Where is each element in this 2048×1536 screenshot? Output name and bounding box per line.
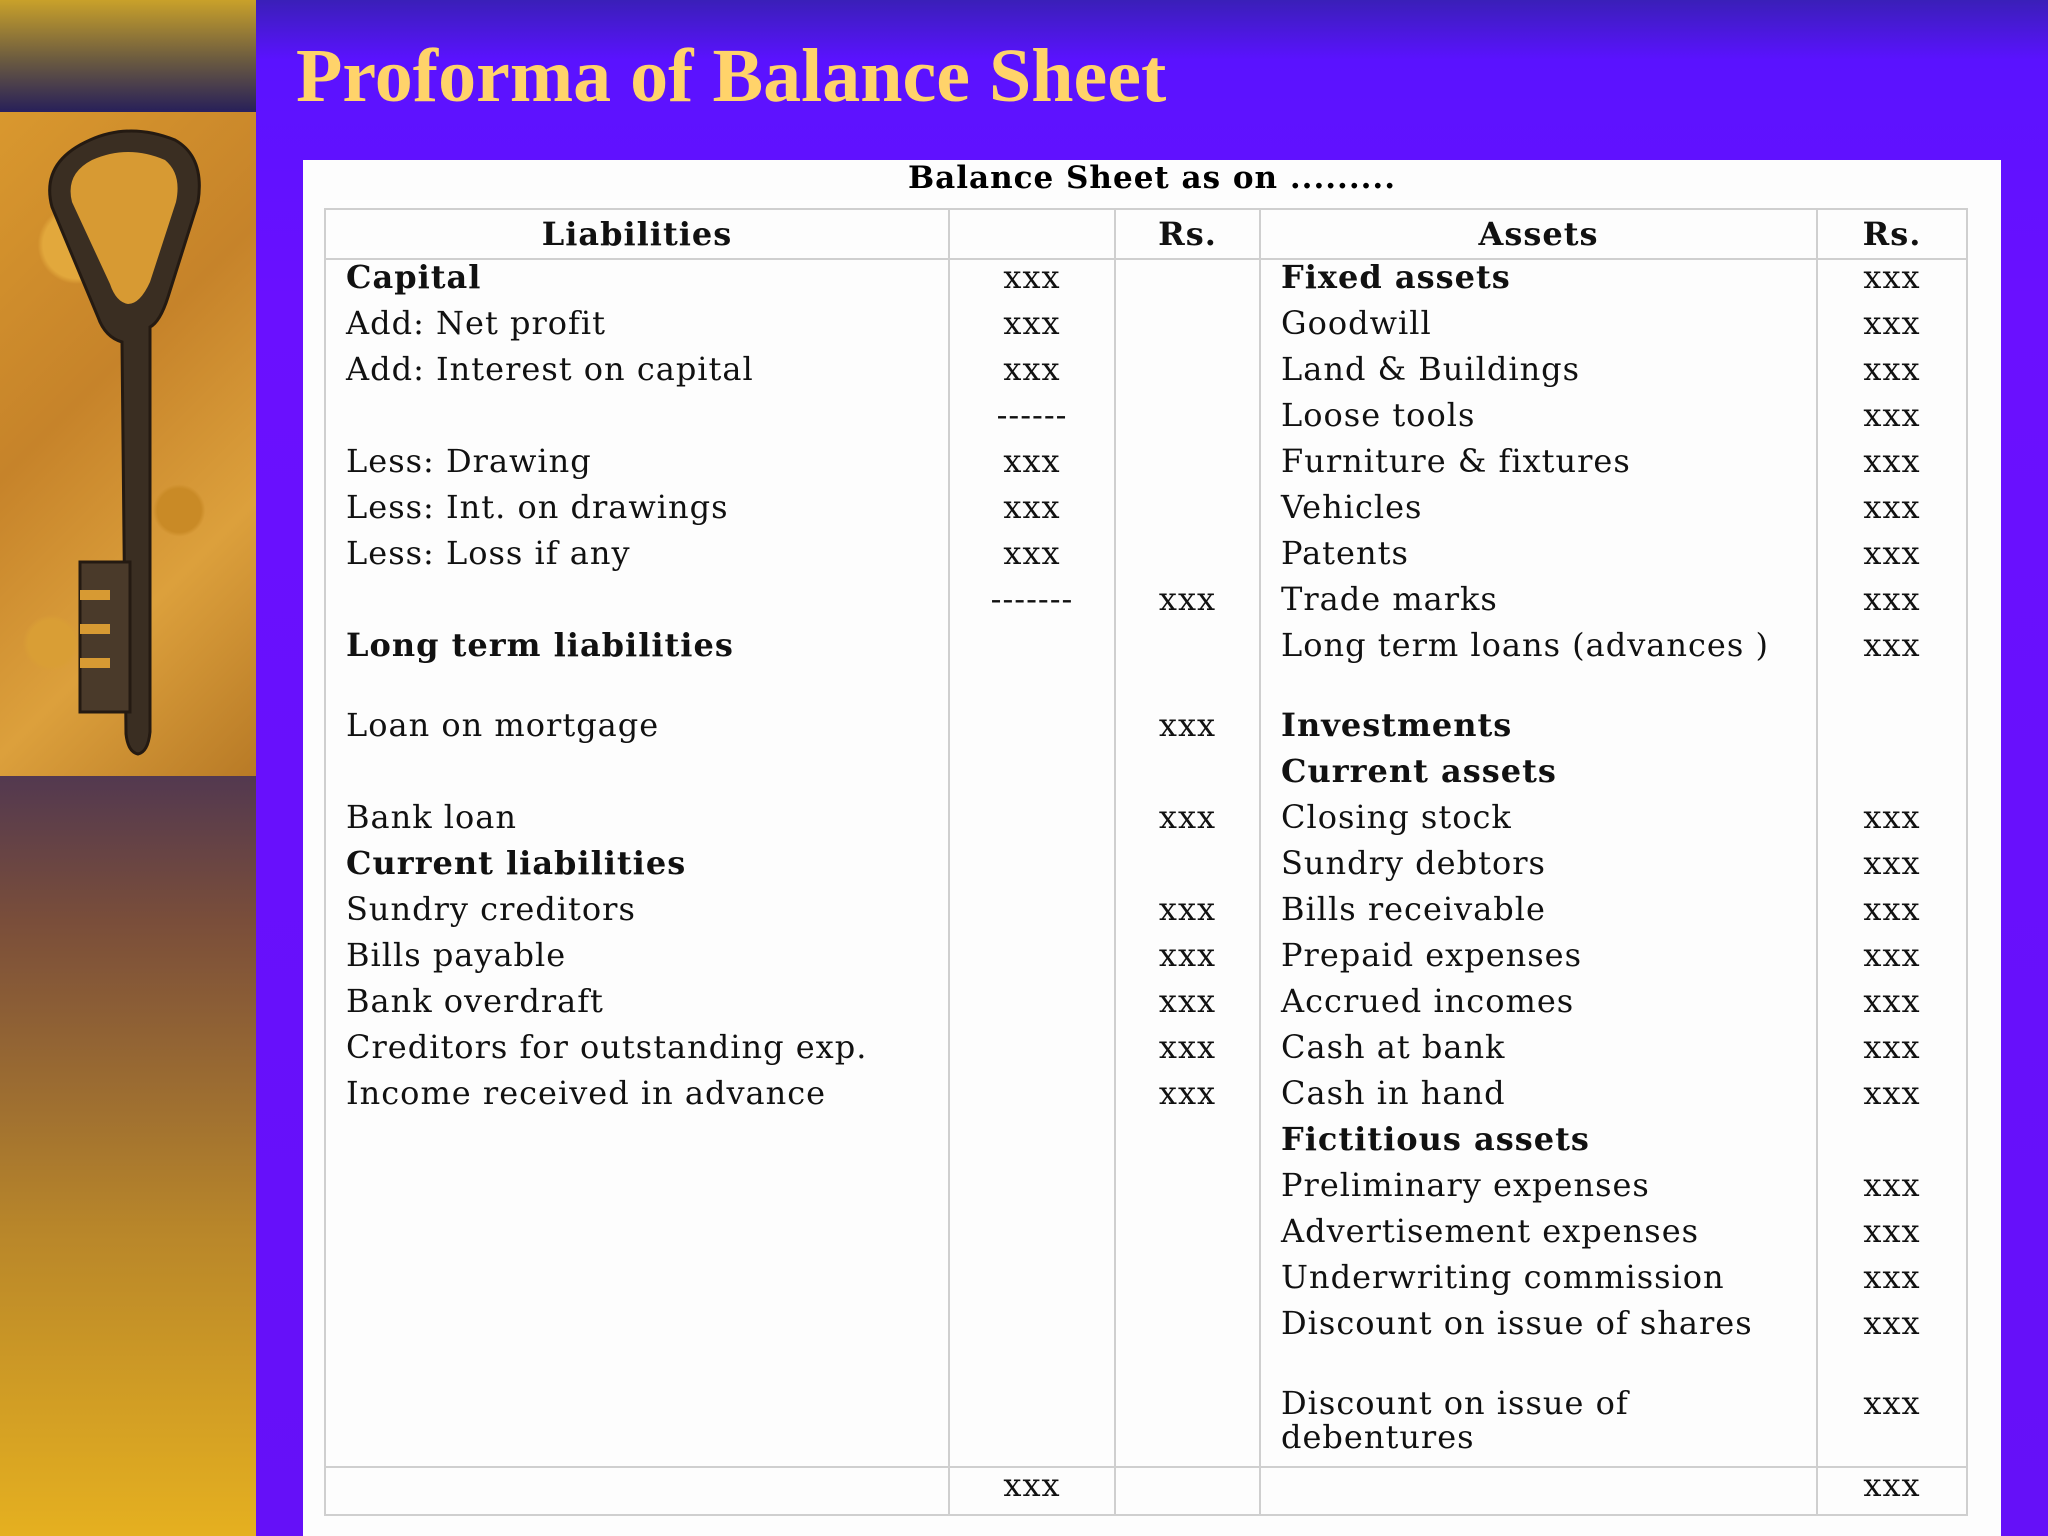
- amount-sub-cell: [949, 1122, 1115, 1168]
- amount-sub-cell: xxx: [949, 259, 1115, 306]
- balance-sheet-table: [324, 208, 1968, 1516]
- header-liabilities: Liabilities: [325, 209, 949, 259]
- liability-cell: [325, 1260, 949, 1306]
- liability-cell: [325, 1168, 949, 1214]
- key-photo: [0, 112, 256, 776]
- amount-asset-cell: xxx: [1817, 1386, 1967, 1467]
- amount-sub-cell: [949, 1076, 1115, 1122]
- liability-cell: Creditors for outstanding exp.: [325, 1030, 949, 1076]
- asset-cell: Current assets: [1260, 754, 1817, 800]
- amount-asset-cell: xxx: [1817, 398, 1967, 444]
- liability-cell: Bills payable: [325, 938, 949, 984]
- amount-liability-cell: [1115, 398, 1260, 444]
- liability-cell: Add: Interest on capital: [325, 352, 949, 398]
- asset-cell: Discount on issue of debentures: [1260, 1386, 1817, 1467]
- amount-asset-cell: xxx: [1817, 1260, 1967, 1306]
- amount-liability-cell: [1115, 490, 1260, 536]
- amount-sub-cell: xxx: [949, 536, 1115, 582]
- amount-sub-cell: [949, 984, 1115, 1030]
- liability-cell: Bank overdraft: [325, 984, 949, 1030]
- asset-cell: Discount on issue of shares: [1260, 1306, 1817, 1386]
- liability-cell: [325, 754, 949, 800]
- table-row: [325, 800, 1967, 846]
- amount-asset-cell: xxx: [1817, 490, 1967, 536]
- table-row: [325, 259, 1967, 306]
- liability-cell: Less: Int. on drawings: [325, 490, 949, 536]
- asset-cell: Bills receivable: [1260, 892, 1817, 938]
- amount-asset-cell: xxx: [1817, 800, 1967, 846]
- amount-asset-cell: xxx: [1817, 1076, 1967, 1122]
- amount-sub-cell: [949, 708, 1115, 754]
- asset-cell: Long term loans (advances ): [1260, 628, 1817, 708]
- liability-cell: Loan on mortgage: [325, 708, 949, 754]
- amount-liability-cell: xxx: [1115, 582, 1260, 628]
- amount-sub-cell: xxx: [949, 352, 1115, 398]
- liability-cell: Current liabilities: [325, 846, 949, 892]
- asset-cell: Preliminary expenses: [1260, 1168, 1817, 1214]
- amount-sub-cell: [949, 1386, 1115, 1467]
- amount-asset-cell: [1817, 1122, 1967, 1168]
- amount-liability-cell: [1115, 259, 1260, 306]
- table-row: [325, 1306, 1967, 1386]
- liability-cell: Less: Drawing: [325, 444, 949, 490]
- amount-sub-cell: xxx: [949, 444, 1115, 490]
- amount-liability-cell: [1115, 1260, 1260, 1306]
- amount-sub-cell: xxx: [949, 490, 1115, 536]
- amount-liability-cell: [1115, 1306, 1260, 1386]
- table-row: [325, 846, 1967, 892]
- amount-sub-cell: -------: [949, 582, 1115, 628]
- table-row: [325, 582, 1967, 628]
- liability-cell: [325, 582, 949, 628]
- amount-asset-cell: xxx: [1817, 938, 1967, 984]
- asset-cell: Advertisement expenses: [1260, 1214, 1817, 1260]
- liability-cell: Sundry creditors: [325, 892, 949, 938]
- liability-cell: Long term liabilities: [325, 628, 949, 708]
- liability-cell: [325, 398, 949, 444]
- amount-sub-cell: xxx: [949, 306, 1115, 352]
- liability-cell: [325, 1386, 949, 1467]
- table-row: [325, 1386, 1967, 1467]
- amount-asset-cell: xxx: [1817, 1168, 1967, 1214]
- liability-cell: Less: Loss if any: [325, 536, 949, 582]
- key-icon: [0, 112, 256, 776]
- asset-cell: Cash at bank: [1260, 1030, 1817, 1076]
- amount-sub-cell: [949, 1168, 1115, 1214]
- header-rs-assets: Rs.: [1817, 209, 1967, 259]
- liability-cell: Add: Net profit: [325, 306, 949, 352]
- table-row: [325, 1030, 1967, 1076]
- asset-cell: Sundry debtors: [1260, 846, 1817, 892]
- amount-sub-cell: [949, 1214, 1115, 1260]
- total-liabilities-label: [325, 1467, 949, 1515]
- total-liabilities-amount: xxx: [949, 1467, 1115, 1515]
- table-header-row: [325, 209, 1967, 259]
- amount-liability-cell: [1115, 352, 1260, 398]
- table-row: [325, 306, 1967, 352]
- amount-sub-cell: [949, 628, 1115, 708]
- amount-liability-cell: xxx: [1115, 708, 1260, 754]
- asset-cell: Vehicles: [1260, 490, 1817, 536]
- amount-asset-cell: xxx: [1817, 259, 1967, 306]
- table-row: [325, 984, 1967, 1030]
- amount-asset-cell: xxx: [1817, 892, 1967, 938]
- totals-row: [325, 1467, 1967, 1515]
- table-row: [325, 1260, 1967, 1306]
- asset-cell: Land & Buildings: [1260, 352, 1817, 398]
- table-row: [325, 1168, 1967, 1214]
- table-row: [325, 1076, 1967, 1122]
- liability-cell: Bank loan: [325, 800, 949, 846]
- amount-asset-cell: [1817, 754, 1967, 800]
- balance-sheet-panel: [303, 160, 2001, 1536]
- asset-cell: Investments: [1260, 708, 1817, 754]
- amount-asset-cell: xxx: [1817, 1030, 1967, 1076]
- table-row: [325, 754, 1967, 800]
- asset-cell: Furniture & fixtures: [1260, 444, 1817, 490]
- asset-cell: Goodwill: [1260, 306, 1817, 352]
- amount-liability-cell: xxx: [1115, 800, 1260, 846]
- amount-liability-cell: xxx: [1115, 1030, 1260, 1076]
- sidebar-decoration: [0, 0, 256, 1536]
- header-blank: [949, 209, 1115, 259]
- amount-asset-cell: [1817, 708, 1967, 754]
- amount-asset-cell: xxx: [1817, 1214, 1967, 1260]
- balance-sheet-caption: Balance Sheet as on .........: [907, 160, 1397, 196]
- asset-cell: Fictitious assets: [1260, 1122, 1817, 1168]
- liability-cell: Income received in advance: [325, 1076, 949, 1122]
- asset-cell: Closing stock: [1260, 800, 1817, 846]
- asset-cell: Accrued incomes: [1260, 984, 1817, 1030]
- amount-liability-cell: [1115, 754, 1260, 800]
- amount-asset-cell: xxx: [1817, 444, 1967, 490]
- amount-liability-cell: [1115, 306, 1260, 352]
- amount-liability-cell: [1115, 1168, 1260, 1214]
- header-rs-liabilities: Rs.: [1115, 209, 1260, 259]
- amount-asset-cell: xxx: [1817, 628, 1967, 708]
- table-row: [325, 938, 1967, 984]
- liability-cell: [325, 1306, 949, 1386]
- amount-liability-cell: [1115, 444, 1260, 490]
- table-row: [325, 398, 1967, 444]
- table-row: [325, 1122, 1967, 1168]
- asset-cell: Cash in hand: [1260, 1076, 1817, 1122]
- amount-sub-cell: [949, 1260, 1115, 1306]
- amount-liability-cell: xxx: [1115, 892, 1260, 938]
- amount-liability-cell: xxx: [1115, 938, 1260, 984]
- header-assets: Assets: [1260, 209, 1817, 259]
- table-row: [325, 490, 1967, 536]
- amount-sub-cell: [949, 1030, 1115, 1076]
- amount-asset-cell: xxx: [1817, 846, 1967, 892]
- amount-asset-cell: xxx: [1817, 536, 1967, 582]
- table-row: [325, 708, 1967, 754]
- total-blank: [1115, 1467, 1260, 1515]
- asset-cell: Fixed assets: [1260, 259, 1817, 306]
- asset-cell: Loose tools: [1260, 398, 1817, 444]
- table-row: [325, 892, 1967, 938]
- table-row: [325, 444, 1967, 490]
- amount-sub-cell: [949, 938, 1115, 984]
- amount-asset-cell: xxx: [1817, 1306, 1967, 1386]
- total-assets-amount: xxx: [1817, 1467, 1967, 1515]
- table-row: [325, 536, 1967, 582]
- amount-sub-cell: [949, 800, 1115, 846]
- amount-liability-cell: [1115, 536, 1260, 582]
- liability-cell: Capital: [325, 259, 949, 306]
- asset-cell: Trade marks: [1260, 582, 1817, 628]
- amount-asset-cell: xxx: [1817, 984, 1967, 1030]
- sidebar-top-band: [0, 0, 256, 110]
- amount-asset-cell: xxx: [1817, 582, 1967, 628]
- total-assets-label: [1260, 1467, 1817, 1515]
- amount-liability-cell: [1115, 1386, 1260, 1467]
- amount-asset-cell: xxx: [1817, 306, 1967, 352]
- page-title: Proforma of Balance Sheet: [296, 34, 1167, 118]
- liability-cell: [325, 1122, 949, 1168]
- amount-sub-cell: [949, 754, 1115, 800]
- table-row: [325, 352, 1967, 398]
- amount-liability-cell: [1115, 1214, 1260, 1260]
- amount-sub-cell: [949, 1306, 1115, 1386]
- amount-liability-cell: xxx: [1115, 1076, 1260, 1122]
- asset-cell: Prepaid expenses: [1260, 938, 1817, 984]
- asset-cell: Underwriting commission: [1260, 1260, 1817, 1306]
- amount-liability-cell: [1115, 628, 1260, 708]
- table-row: [325, 628, 1967, 708]
- asset-cell: Patents: [1260, 536, 1817, 582]
- amount-sub-cell: [949, 846, 1115, 892]
- amount-sub-cell: [949, 892, 1115, 938]
- amount-liability-cell: [1115, 1122, 1260, 1168]
- amount-liability-cell: xxx: [1115, 984, 1260, 1030]
- table-row: [325, 1214, 1967, 1260]
- amount-sub-cell: ------: [949, 398, 1115, 444]
- liability-cell: [325, 1214, 949, 1260]
- amount-asset-cell: xxx: [1817, 352, 1967, 398]
- amount-liability-cell: [1115, 846, 1260, 892]
